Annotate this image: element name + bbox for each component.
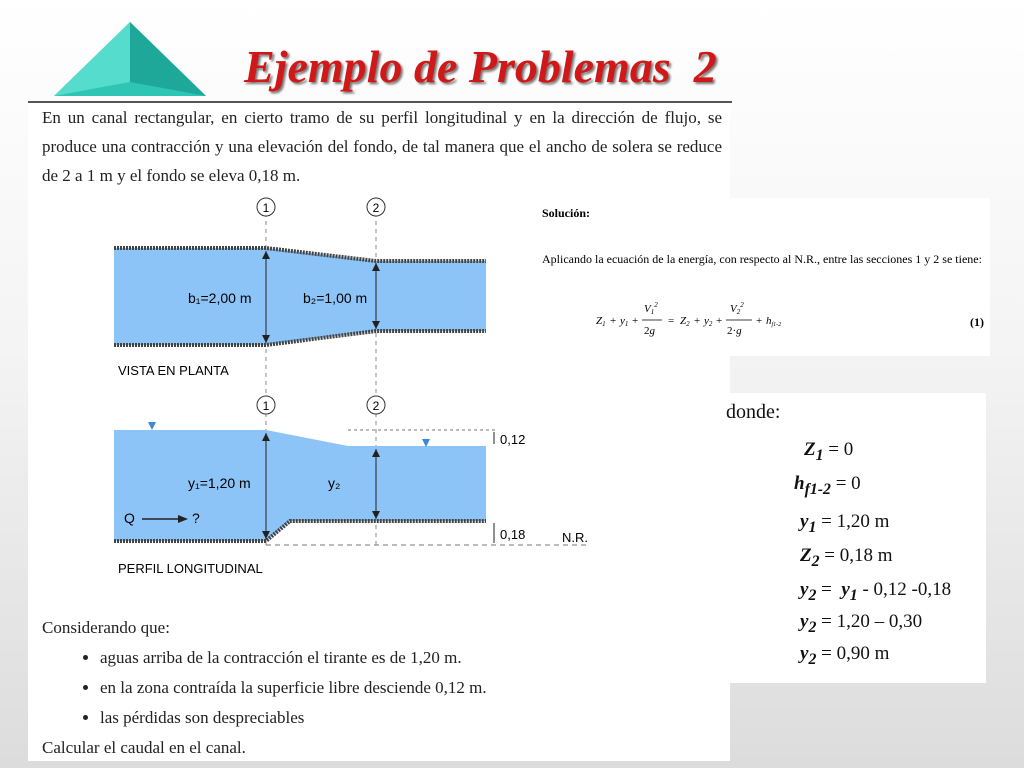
where-line: $y_2 = 1,20 - 0,30$ — [800, 611, 923, 636]
drop-label: 0,12 — [500, 432, 526, 447]
profile-label: PERFIL LONGITUDINAL — [118, 561, 263, 576]
svg-text:y2: y2 — [704, 315, 713, 328]
profile-water — [114, 430, 486, 541]
plan-view-label: VISTA EN PLANTA — [118, 363, 229, 378]
problem-statement: En un canal rectangular, en cierto tramo de su perfil longitudinal y en la dirección de flujo, se produce una contracción y una elevación del fondo, de tal manera que el ancho de solera se reduce de 2 a 1 m y el fondo se eleva 0,18 m. — [42, 108, 722, 185]
where-label: donde: — [726, 401, 781, 423]
y2-label: y₂ — [328, 475, 341, 491]
section-2-label: 2 — [372, 201, 380, 215]
svg-text:+: + — [756, 315, 763, 327]
b1-label: b₁=2,00 m — [188, 290, 252, 306]
svg-text:2g: 2g — [644, 325, 655, 337]
where-panel — [718, 393, 986, 683]
svg-text:Z1: Z1 — [596, 315, 606, 328]
where-line: $h_{f1-2} = 0$ — [794, 473, 861, 498]
solution-text: Aplicando la ecuación de la energía, con respecto al N.R., entre las secciones 1 y 2 se tiene: — [542, 252, 982, 266]
where-line: $Z_2 = 0,18$ m — [800, 545, 893, 570]
svg-text:V22: $V2^2$ — [730, 301, 744, 316]
energy-equation — [596, 296, 856, 344]
water-surface-marker-icon — [422, 439, 430, 447]
where-line: $y_2 = y_1 - 0,12$ -0,18 — [800, 579, 952, 604]
b2-label: b₂=1,00 m — [303, 290, 368, 306]
condition-item: • las pérdidas son despreciables — [100, 703, 722, 733]
solution-panel — [534, 198, 990, 356]
svg-text:hf1-2: hf1-2 — [766, 315, 782, 328]
flow-label: Q — [124, 510, 135, 526]
where-line: $y_2 = 0,90$ m — [800, 643, 890, 668]
svg-text:+: + — [716, 315, 723, 327]
datum-label: N.R. — [562, 530, 588, 545]
conditions-list — [42, 643, 722, 733]
y1-label: y₁=1,20 m — [188, 475, 251, 491]
condition-item: • aguas arriba de la contracción el tirante es de 1,20 m. — [100, 643, 722, 673]
svg-text:Z2: Z2 — [680, 315, 690, 328]
profile-section-1-label: 1 — [262, 399, 270, 413]
svg-text:V12: $V1^2$ — [644, 301, 658, 316]
question: Calcular el caudal en el canal. — [42, 738, 246, 757]
considering-block — [42, 613, 722, 763]
condition-item: • en la zona contraída la superficie libre desciende 0,12 m. — [100, 673, 722, 703]
rise-label: 0,18 — [500, 527, 526, 542]
considering-intro: Considerando que: — [42, 618, 170, 637]
profile-section-2-label: 2 — [372, 399, 380, 413]
section-1-label: 1 — [262, 201, 270, 215]
water-surface-marker-icon — [148, 422, 156, 430]
svg-text:+: + — [694, 315, 701, 327]
where-line: $Z_1 = 0$ — [804, 439, 854, 464]
svg-text:+: + — [610, 315, 617, 327]
svg-text:2·g: 2·g — [727, 325, 742, 337]
svg-text:+: + — [632, 315, 639, 327]
page-title: Ejemplo de Problemas 2 — [244, 41, 717, 92]
logo-triangle-icon — [50, 18, 210, 98]
solution-heading: Solución: — [542, 206, 591, 220]
equation-number: (1) — [970, 315, 984, 329]
flow-unknown: ? — [192, 510, 200, 526]
svg-text:=: = — [668, 315, 675, 327]
svg-text:y1: y1 — [620, 315, 629, 328]
where-line: $y_1 = 1,20$ m — [800, 511, 890, 536]
